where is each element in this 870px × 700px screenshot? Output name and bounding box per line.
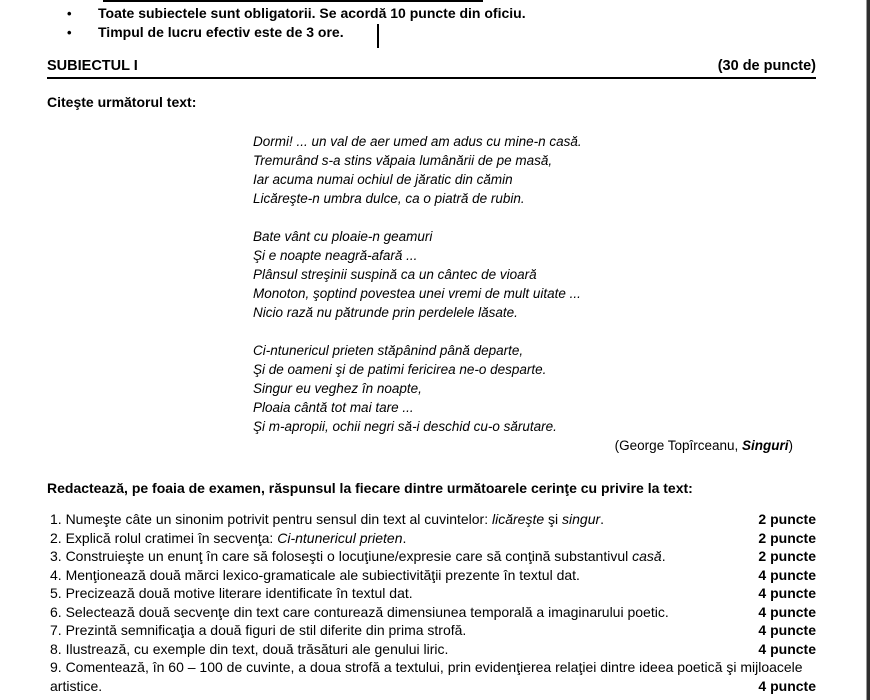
poem-line: Dormi! ... un val de aer umed am adus cu mine-n casă. (253, 134, 582, 149)
poem (253, 132, 793, 455)
question-row (50, 658, 816, 695)
poem-line: Ci-ntunericul prieten stăpânind până departe, (253, 343, 524, 358)
question-row (50, 621, 816, 640)
poem-line: Bate vânt cu ploaie-n geamuri (253, 229, 433, 244)
question-row (50, 584, 816, 603)
question-text: 8. Ilustrează, cu exemple din text, două trăsături ale genului liric. (50, 640, 449, 657)
read-instruction: Citeşte următorul text: (47, 94, 197, 110)
question-text: 6. Selectează două secvenţe din text care conturează dimensiunea temporală a imaginarului poetic. (50, 603, 669, 620)
attribution-pre: (George Topîrceanu, (614, 438, 742, 453)
note-item (47, 4, 816, 23)
question-points: 4 puncte (758, 566, 816, 583)
note-text: Toate subiectele sunt obligatorii. Se acordă 10 puncte din oficiu. (98, 5, 526, 21)
poem-attribution (253, 436, 793, 455)
attribution-post: ) (788, 438, 793, 453)
question-text: 3. Construieşte un enunţ în care să foloseşti o locuţiune/expresie care să conţină substantivul casă. (50, 548, 666, 564)
question-text: 9. Comentează, în 60 – 100 de cuvinte, a doua strofă a textului, prin evidenţierea relaţiei dintre ideea poetică şi mijloacele artistice. (50, 659, 803, 694)
question-points: 2 puncte (758, 529, 816, 546)
poem-stanza (253, 341, 793, 436)
question-text: 5. Precizează două motive literare identificate în textul dat. (50, 585, 413, 601)
question-points: 2 puncte (758, 511, 816, 527)
question-text: 7. Prezintă semnificaţia a două figuri de stil diferite din prima strofă. (50, 622, 467, 638)
poem-stanza (253, 132, 793, 208)
section-title: SUBIECTUL I (47, 58, 138, 74)
poem-line: Şi m-apropii, ochii negri să-i deschid cu-o sărutare. (253, 419, 557, 434)
question-points: 4 puncte (758, 640, 816, 657)
question-row (50, 529, 816, 548)
poem-line: Licăreşte-n umbra dulce, ca o piatră de rubin. (253, 191, 525, 206)
page-edge-line (866, 0, 870, 700)
poem-line: Monoton, şoptind povestea unei vremi de mult uitate ... (253, 286, 581, 301)
exam-notes (47, 4, 816, 42)
question-row (50, 566, 816, 585)
question-text: 4. Menţionează două mărci lexico-gramaticale ale subiectivităţii prezente în textul dat. (50, 566, 580, 583)
poem-line: Şi e noapte neagră-afară ... (253, 248, 418, 263)
bullet-icon: • (67, 25, 72, 40)
section-points: (30 de puncte) (717, 58, 816, 74)
poem-line: Singur eu veghez în noapte, (253, 381, 422, 396)
question-row (50, 510, 816, 529)
poem-line: Ploaia cântă tot mai tare ... (253, 400, 414, 415)
poem-line: Nicio rază nu pătrunde prin perdelele lăsate. (253, 305, 518, 320)
question-points: 4 puncte (758, 585, 816, 601)
question-row (50, 547, 816, 566)
question-row (50, 603, 816, 622)
section-header (47, 58, 816, 79)
poem-line: Tremurând s-a stins văpaia lumânării de pe masă, (253, 153, 553, 168)
task-instruction: Redactează, pe foaia de examen, răspunsul la fiecare dintre următoarele cerinţe cu privire la text: (47, 480, 693, 496)
poem-stanzas (253, 132, 793, 436)
note-text: Timpul de lucru efectiv este de 3 ore. (98, 24, 344, 40)
questions-list (50, 510, 816, 695)
question-points: 4 puncte (758, 603, 816, 620)
poem-line: Şi de oameni şi de patimi fericirea ne-o desparte. (253, 362, 547, 377)
poem-title: Singuri (742, 438, 789, 453)
bullet-icon: • (67, 6, 72, 21)
question-points: 4 puncte (758, 622, 816, 638)
question-points: 2 puncte (758, 548, 816, 564)
question-row (50, 640, 816, 659)
question-points: 4 puncte (758, 677, 816, 694)
question-text: 1. Numeşte câte un sinonim potrivit pentru sensul din text al cuvintelor: licăreşte şi singur. (50, 511, 605, 527)
document-page[interactable] (47, 0, 816, 695)
question-text: 2. Explică rolul cratimei în secvenţa: Ci-ntunericul prieten. (50, 529, 407, 546)
poem-line: Iar acuma numai ochiul de jăratic din cămin (253, 172, 513, 187)
poem-stanza (253, 227, 793, 322)
note-item (47, 23, 816, 42)
poem-line: Plânsul streşinii suspină ca un cântec de vioară (253, 267, 537, 282)
